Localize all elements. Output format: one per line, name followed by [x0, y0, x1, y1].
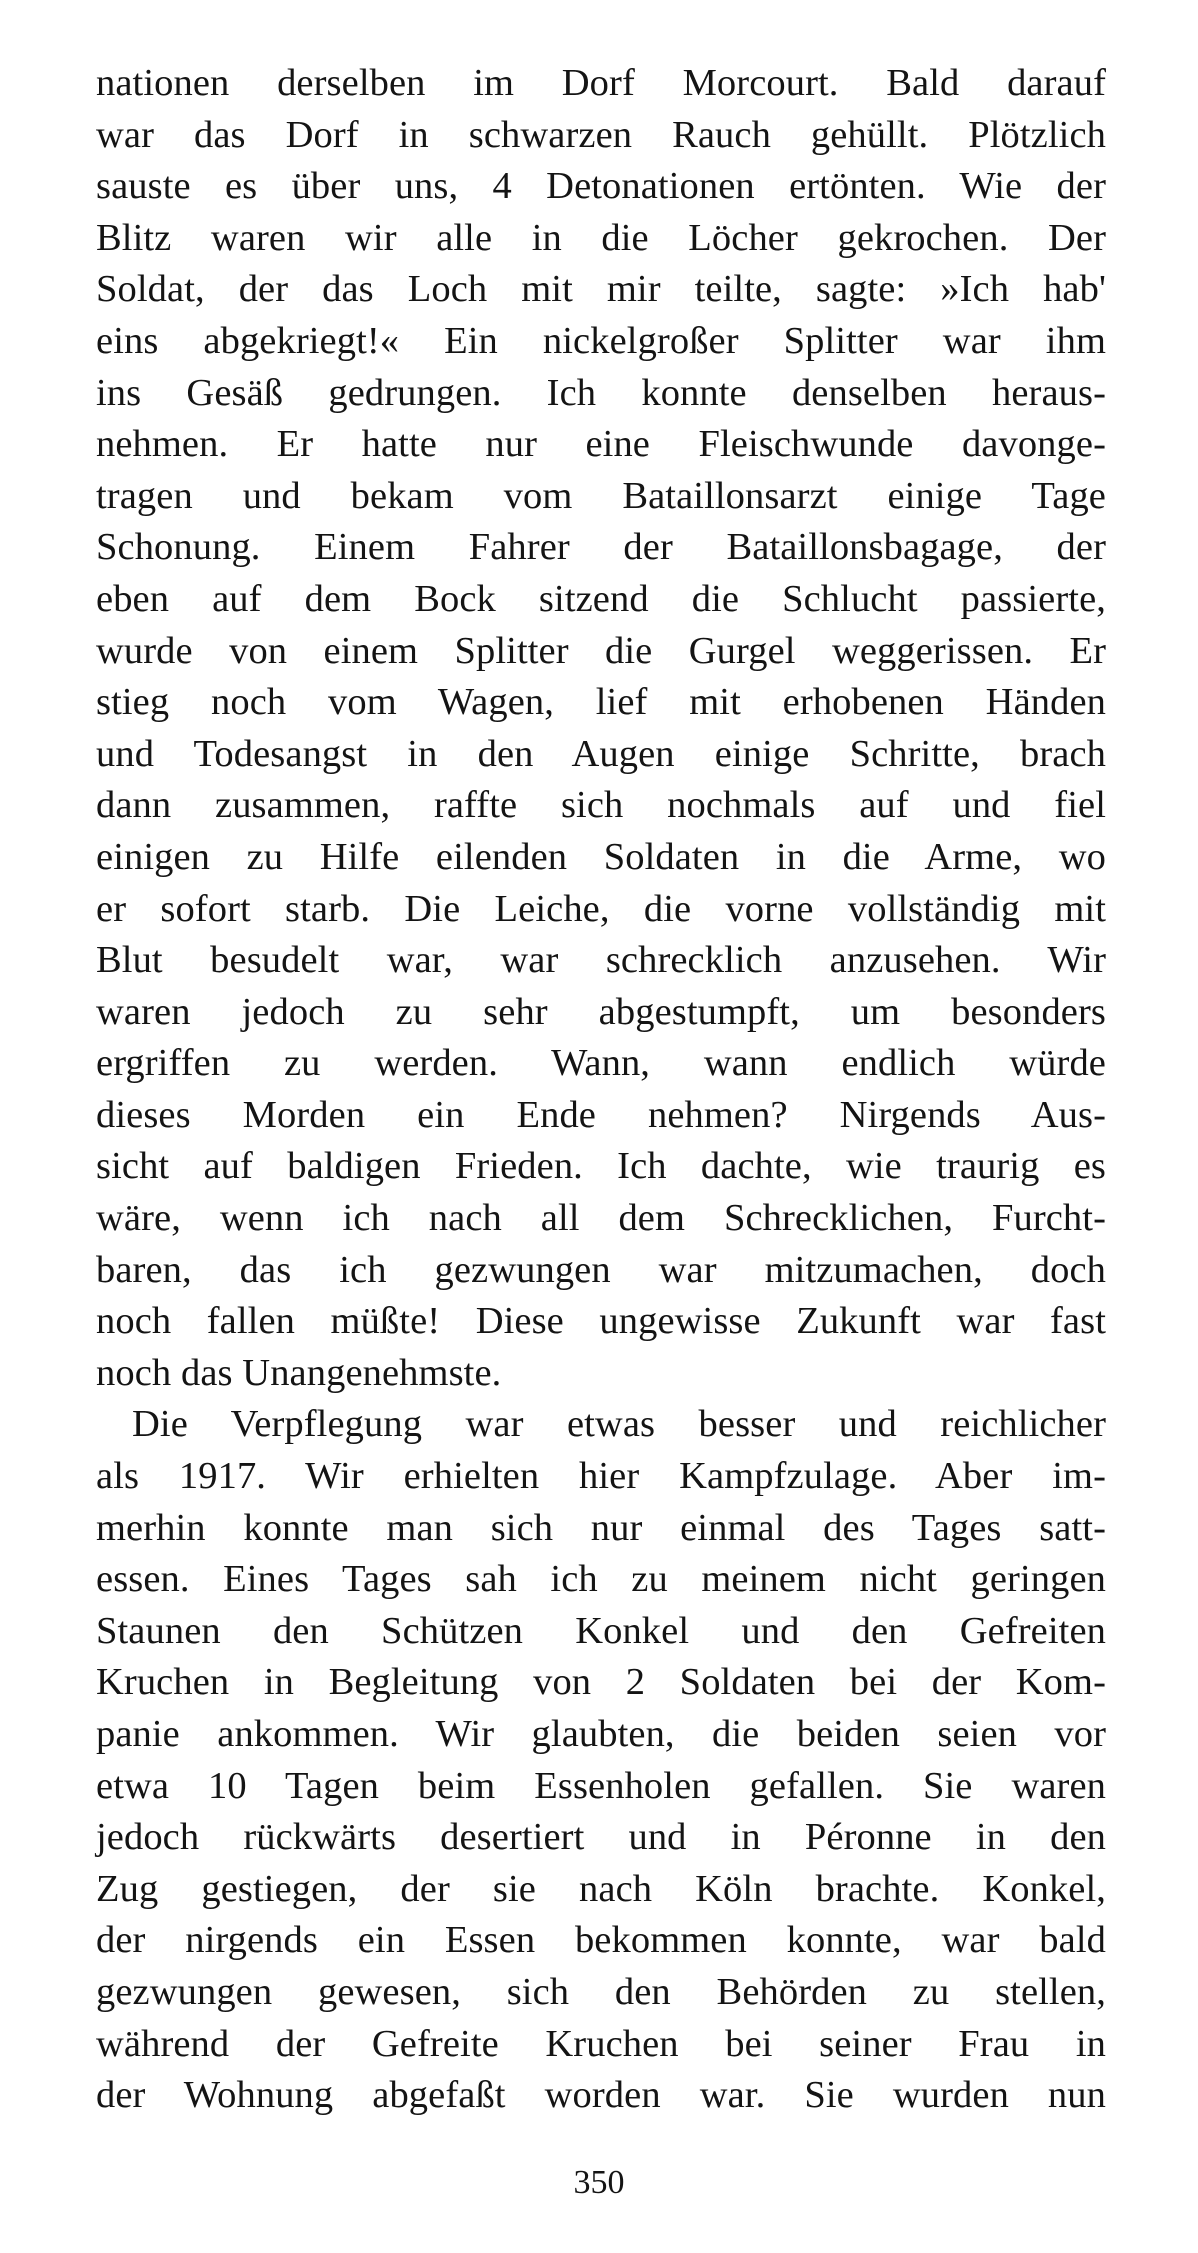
- text-line: eins abgekriegt!« Ein nickelgroßer Splitter war ihm: [96, 319, 1106, 362]
- page-number: 350: [573, 2164, 625, 2201]
- text-line: der Wohnung abgefaßt worden war. Sie wurden nun: [96, 2074, 1106, 2117]
- text-line: panie ankommen. Wir glaubten, die beiden seien vor: [96, 1713, 1106, 1755]
- text-line: nationen derselben im Dorf Morcourt. Bald darauf: [96, 62, 1106, 104]
- text-line: wäre, wenn ich nach all dem Schrecklichen, Furcht-: [96, 1197, 1106, 1240]
- text-line: stieg noch vom Wagen, lief mit erhobenen Händen: [96, 681, 1106, 724]
- text-line: war das Dorf in schwarzen Rauch gehüllt. Plötzlich: [96, 113, 1106, 156]
- text-line: ergriffen zu werden. Wann, wann endlich würde: [96, 1042, 1106, 1085]
- text-line: sauste es über uns, 4 Detonationen ertönten. Wie der: [96, 165, 1106, 208]
- text-line: tragen und bekam vom Bataillonsarzt einige Tage: [96, 474, 1106, 517]
- paragraph-end-line: noch das Unangenehmste.: [96, 1351, 502, 1394]
- text-line: Soldat, der das Loch mit mir teilte, sagte: »Ich hab': [96, 268, 1106, 311]
- text-line: Blitz waren wir alle in die Löcher gekrochen. Der: [96, 216, 1106, 259]
- text-line: ins Gesäß gedrungen. Ich konnte denselben heraus-: [96, 371, 1106, 414]
- text-line: während der Gefreite Kruchen bei seiner Frau in: [96, 2022, 1106, 2065]
- text-line: als 1917. Wir erhielten hier Kampfzulage. Aber im-: [96, 1455, 1106, 1498]
- text-line: nehmen. Er hatte nur eine Fleischwunde davonge-: [96, 423, 1106, 466]
- paragraph-start-line: Die Verpflegung war etwas besser und reichlicher: [132, 1403, 1106, 1446]
- text-line: gezwungen gewesen, sich den Behörden zu stellen,: [96, 1970, 1106, 2013]
- text-line: baren, das ich gezwungen war mitzumachen, doch: [96, 1248, 1106, 1291]
- text-line: und Todesangst in den Augen einige Schritte, brach: [96, 732, 1106, 775]
- text-line: Zug gestiegen, der sie nach Köln brachte. Konkel,: [96, 1867, 1106, 1910]
- text-line: Staunen den Schützen Konkel und den Gefreiten: [96, 1609, 1106, 1652]
- body-text: [96, 58, 1106, 2122]
- text-line: wurde von einem Splitter die Gurgel weggerissen. Er: [96, 629, 1106, 672]
- text-line: der nirgends ein Essen bekommen konnte, war bald: [96, 1919, 1106, 1962]
- text-line: eben auf dem Bock sitzend die Schlucht passierte,: [96, 577, 1106, 620]
- text-line: Blut besudelt war, war schrecklich anzusehen. Wir: [96, 939, 1106, 982]
- text-line: dann zusammen, raffte sich nochmals auf und fiel: [96, 784, 1106, 827]
- text-line: Schonung. Einem Fahrer der Bataillonsbagage, der: [96, 526, 1106, 569]
- text-line: er sofort starb. Die Leiche, die vorne vollständig mit: [96, 887, 1106, 930]
- text-line: einigen zu Hilfe eilenden Soldaten in die Arme, wo: [96, 835, 1106, 878]
- text-line: merhin konnte man sich nur einmal des Tages satt-: [96, 1506, 1106, 1549]
- text-line: noch fallen müßte! Diese ungewisse Zukunft war fast: [96, 1300, 1106, 1343]
- text-line: dieses Morden ein Ende nehmen? Nirgends Aus-: [96, 1093, 1106, 1136]
- text-line: sicht auf baldigen Frieden. Ich dachte, wie traurig es: [96, 1145, 1106, 1188]
- text-line: Kruchen in Begleitung von 2 Soldaten bei der Kom-: [96, 1661, 1106, 1704]
- text-line: essen. Eines Tages sah ich zu meinem nicht geringen: [96, 1558, 1106, 1601]
- text-line: jedoch rückwärts desertiert und in Péronne in den: [96, 1816, 1106, 1859]
- text-line: etwa 10 Tagen beim Essenholen gefallen. Sie waren: [96, 1764, 1106, 1807]
- text-line: waren jedoch zu sehr abgestumpft, um besonders: [96, 990, 1106, 1033]
